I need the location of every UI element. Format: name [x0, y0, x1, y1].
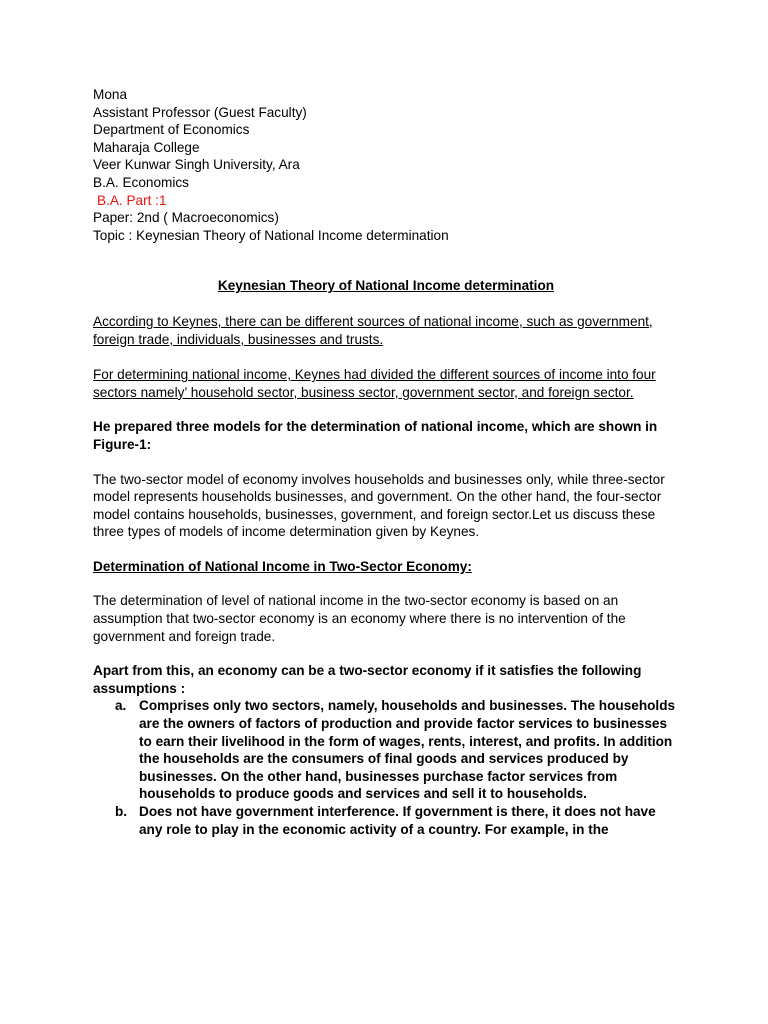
- course: B.A. Economics: [93, 174, 189, 190]
- list-marker: b.: [115, 804, 128, 819]
- paper: Paper: 2nd ( Macroeconomics): [93, 210, 279, 226]
- university: Veer Kunwar Singh University, Ara: [93, 157, 300, 173]
- list-item: [93, 697, 679, 803]
- author-designation: Assistant Professor (Guest Faculty): [93, 104, 307, 120]
- intro-paragraph-2: For determining national income, Keynes had divided the different sources of income into four sectors namely’ household sector, business sector, government sector, and foreign sector.: [93, 367, 656, 400]
- list-item-text: Does not have government interference. If government is there, it does not have any role to play in the economic activity of a country. For example, in the: [139, 804, 656, 837]
- assumptions-heading: Apart from this, an economy can be a two-sector economy if it satisfies the following assumptions :: [93, 663, 642, 696]
- document-content: [93, 86, 679, 838]
- list-marker: a.: [115, 698, 127, 714]
- document-title: Keynesian Theory of National Income determination: [217, 278, 555, 294]
- department: Department of Economics: [93, 122, 250, 138]
- section-heading: Determination of National Income in Two-Sector Economy:: [93, 558, 472, 574]
- author-header: [93, 86, 679, 244]
- topic: Topic : Keynesian Theory of National Income determination: [93, 227, 449, 243]
- assumptions-list: [93, 697, 679, 838]
- author-name: Mona: [93, 87, 128, 102]
- list-item-text: Comprises only two sectors, namely, households and businesses. The households are the owners of factors of production and provide factor services to businesses to earn their livelihood in the form of wages, rents, interest, and profits. In addition the households are the consumers of final goods and services produced by businesses. On the other hand, businesses purchase factor services from households to produce goods and services and sell it to households.: [139, 698, 676, 802]
- college: Maharaja College: [93, 139, 200, 155]
- intro-paragraph-1: According to Keynes, there can be different sources of national income, such as government, foreign trade, individuals, businesses and trusts.: [93, 313, 653, 347]
- models-paragraph: The two-sector model of economy involves households and businesses only, while three-sector model represents households businesses, and government. On the other hand, the four-sector model contains households, businesses, government, and foreign sector.Let us discuss these three types of models of income determination given by Keynes.: [93, 471, 665, 540]
- models-heading: He prepared three models for the determination of national income, which are shown in Figure-1:: [93, 419, 658, 452]
- section-paragraph: The determination of level of national income in the two-sector economy is based on an assumption that two-sector economy is an economy where there is no intervention of the government and foreign trade.: [93, 593, 626, 644]
- list-item: [93, 803, 679, 838]
- course-part: B.A. Part :1: [97, 192, 167, 208]
